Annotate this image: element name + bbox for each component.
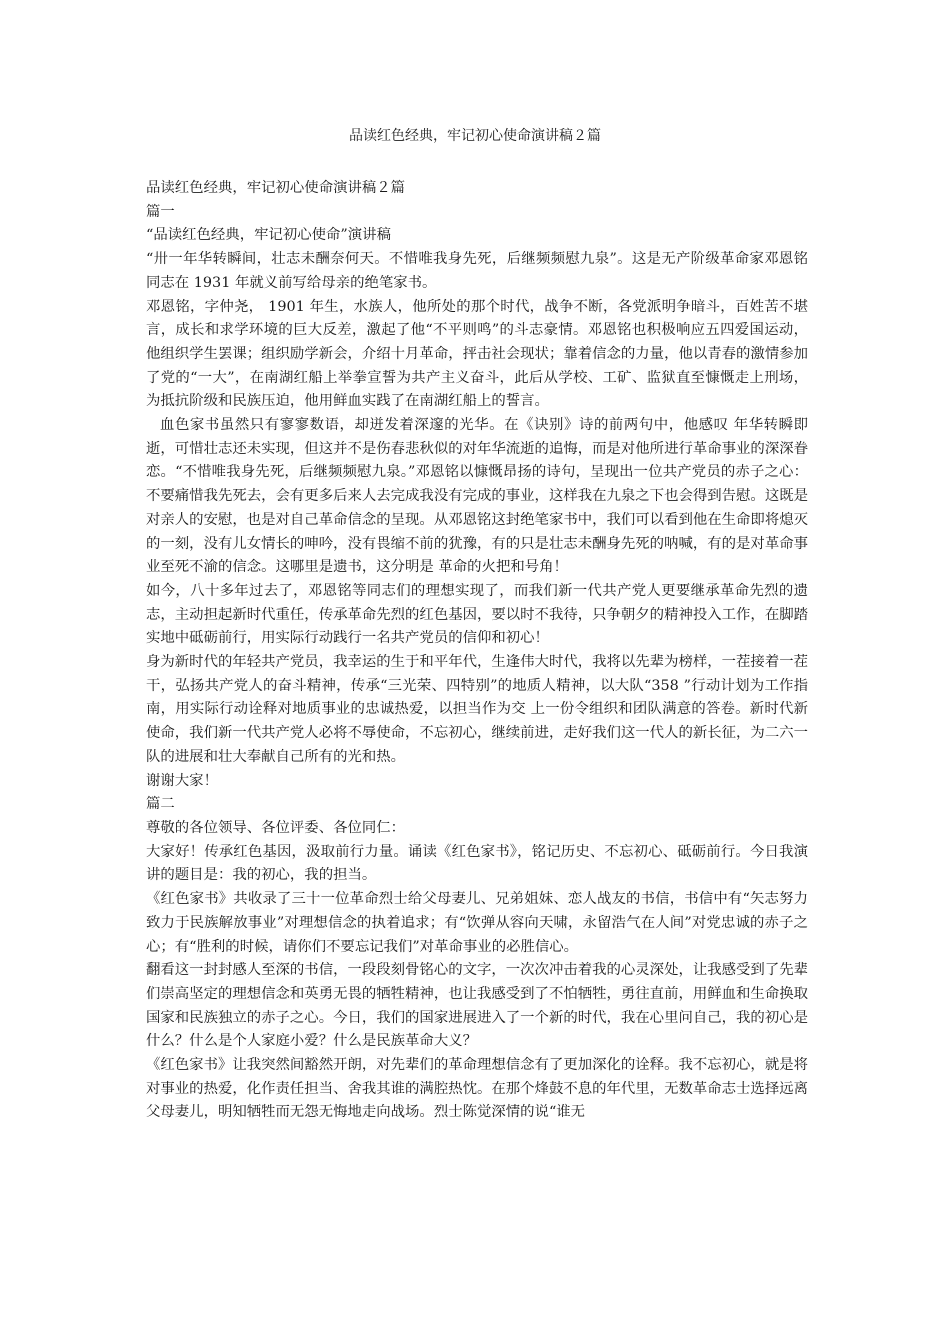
document-title: 品读红色经典，牢记初心使命演讲稿２篇 (349, 128, 601, 144)
paragraph: 品读红色经典，牢记初心使命演讲稿２篇 (146, 180, 406, 196)
paragraph: 大家好！传承红色基因，汲取前行力量。诵读《红色家书》，铭记历史、不忘初心、砥砺前行。今日我演讲的题目是：我的初心，我的担当。 (146, 843, 808, 884)
paragraph: “卅一年华转瞬间，壮志未酬奈何天。不惜唯我身先死，后继频频慰九泉”。这是无产阶级革命家邓恩铭同志在 1931 年就义前写给母亲的绝笔家书。 (146, 251, 808, 291)
paragraph: 翻看这一封封感人至深的书信，一段段刻骨铭心的文字，一次次冲击着我的心灵深处，让我感受到了先辈们崇高坚定的理想信念和英勇无畏的牺牲精神，也让我感受到了不怕牺牲，勇往直前，用鲜血和生命换取国家和民族独立的赤子之心。今日，我们的国家进展进入了一个新的时代，我在心里问自己，我的初心是什么？什么是个人家庭小爱？什么是民族革命大义？ (146, 962, 808, 1050)
paragraph: 谢谢大家！ (146, 772, 218, 789)
paragraph: 邓恩铭，字仲尧， 1901 年生，水族人，他所处的那个时代，战争不断，各党派明争暗斗，百姓苦不堪言，成长和求学环境的巨大反差，激起了他“不平则鸣”的斗志豪情。邓恩铭也积极响应五四爱国运动，他组织学生罢课；组织励学新会，介绍十月革命，抨击社会现状；靠着信念的力量，他以青春的激情参加了党的“一大”，在南湖红船上举拳宣誓为共产主义奋斗，此后从学校、工矿、监狱直至慷慨走上刑场，为抵抗阶级和民族压迫，他用鲜血实践了在南湖红船上的誓言。 (146, 298, 808, 410)
paragraph: 篇一 (146, 203, 175, 220)
paragraph: 篇二 (146, 796, 175, 813)
paragraph: 身为新时代的年轻共产党员，我幸运的生于和平年代，生逢伟大时代，我将以先辈为榜样，一茬接着一茬干，弘扬共产党人的奋斗精神，传承“三光荣、四特别”的地质人精神，以大队“358 ”行动计划为工作指南，用实际行动诠释对地质事业的忠诚热爱，以担当作为交 上一份令组织和团队满意的答卷。新时代新使命，我们新一代共产党人必将不辱使命，不忘初心，继续前进，走好我们这一代人的新长征，为二六一队的进展和壮大奉献自己所有的光和热。 (146, 654, 808, 765)
paragraph: 血色家书虽然只有寥寥数语，却迸发着深邃的光华。在《诀别》诗的前两句中，他感叹 年华转瞬即逝，可惜壮志还未实现，但这并不是伤春悲秋似的对年华流逝的追悔，而是对他所进行革命事业的深深眷恋。“不惜唯我身先死，后继频频慰九泉。”邓恩铭以慷慨昂扬的诗句，呈现出一位共产党员的赤子之心：不要痛惜我先死去，会有更多后来人去完成我没有完成的事业，这样我在九泉之下也会得到告慰。这既是对亲人的安慰，也是对自己革命信念的呈现。从邓恩铭这封绝笔家书中，我们可以看到他在生命即将熄灭的一刻，没有儿女情长的呻吟，没有畏缩不前的犹豫，有的只是壮志未酬身先死的呐喊，有的是对革命事业至死不渝的信念。这哪里是遗书，这分明是 革命的火把和号角！ (146, 417, 808, 576)
document-body (146, 177, 808, 1125)
paragraph: 《红色家书》共收录了三十一位革命烈士给父母妻儿、兄弟姐妹、恋人战友的书信，书信中有“矢志努力致力于民族解放事业”对理想信念的执着追求；有“饮弹从容向天啸，永留浩气在人间”对党忠诚的赤子之心；有“胜利的时候，请你们不要忘记我们”对革命事业的必胜信心。 (146, 891, 808, 955)
paragraph: 《红色家书》让我突然间豁然开朗，对先辈们的革命理想信念有了更加深化的诠释。我不忘初心，就是将对事业的热爱，化作责任担当、舍我其谁的满腔热忱。在那个烽鼓不息的年代里，无数革命志士选择远离父母妻儿，明知牺牲而无怨无悔地走向战场。烈士陈觉深情的说“谁无 (146, 1057, 808, 1121)
paragraph: “品读红色经典，牢记初心使命”演讲稿 (146, 227, 391, 244)
paragraph: 尊敬的各位领导、各位评委、各位同仁： (146, 819, 406, 836)
paragraph: 如今，八十多年过去了，邓恩铭等同志们的理想实现了，而我们新一代共产党人更要继承革命先烈的遗志，主动担起新时代重任，传承革命先烈的红色基因，要以时不我待，只争朝夕的精神投入工作，在脚踏实地中砥砺前行，用实际行动践行一名共产党员的信仰和初心！ (146, 582, 808, 647)
